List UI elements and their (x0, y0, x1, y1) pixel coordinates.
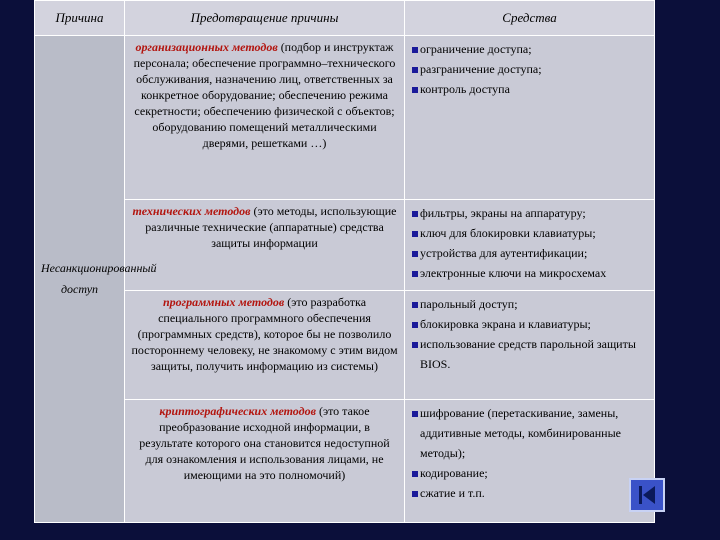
skip-to-start-icon (636, 484, 658, 506)
means-cell (405, 200, 655, 291)
list-item: сжатие и т.п. (411, 483, 648, 503)
list-item: разграничение доступа; (411, 59, 648, 79)
means-list (411, 203, 648, 283)
header-prevention: Предотвращение причины (125, 1, 405, 36)
list-item: фильтры, экраны на аппаратуру; (411, 203, 648, 223)
prevention-cell (125, 291, 405, 400)
means-list (411, 403, 648, 503)
table-row (35, 36, 655, 200)
means-cell (405, 291, 655, 400)
list-item: шифрование (перетаскивание, замены, аддитивные методы, комбинированные методы); (411, 403, 648, 463)
causes-table (34, 0, 655, 523)
means-list (411, 294, 648, 374)
list-item: контроль доступа (411, 79, 648, 99)
table-row (35, 399, 655, 522)
method-name: организационных методов (135, 40, 278, 55)
list-item: парольный доступ; (411, 294, 648, 314)
method-description: (это такое преобразование исходной информации, в результате которого она становится недоступной для ознакомления и использования лицами, не имеющими на это полномочий) (139, 403, 390, 482)
list-item: блокировка экрана и клавиатуры; (411, 314, 648, 334)
table-row (35, 291, 655, 400)
list-item: электронные ключи на микросхемах (411, 263, 648, 283)
means-list (411, 39, 648, 99)
list-item: ключ для блокировки клавиатуры; (411, 223, 648, 243)
means-cell (405, 36, 655, 200)
method-description: (это методы, использующие различные технические (аппаратные) средства защиты информации (145, 204, 397, 251)
method-description: (подбор и инструктаж персонала; обеспечение программно–технического обслуживания, назначению лиц, ответственных за конкретное оборудование; обеспечению режима секретности; обеспечению физической с объектов; оборудованию помещений металлическими дверями, решетками …) (133, 40, 396, 151)
table-header-row (35, 1, 655, 36)
method-name: технических методов (132, 204, 251, 219)
prevention-cell (125, 200, 405, 291)
first-slide-button[interactable] (629, 478, 665, 512)
list-item: кодирование; (411, 463, 648, 483)
cause-label: Несанкционированный доступ (41, 261, 157, 297)
list-item: ограничение доступа; (411, 39, 648, 59)
means-cell (405, 399, 655, 522)
header-cause: Причина (35, 1, 125, 36)
method-name: программных методов (162, 295, 285, 310)
prevention-cell (125, 399, 405, 522)
method-description: (это разработка специального программного обеспечения (программных средств), которое бы не позволило постороннему человеку, не знакомому с этим видом защиты, получить информацию из системы) (131, 295, 398, 374)
list-item: использование средств парольной защиты BIOS. (411, 334, 648, 374)
method-name: криптографических методов (159, 403, 316, 418)
header-means: Средства (405, 1, 655, 36)
prevention-cell (125, 36, 405, 200)
list-item: устройства для аутентификации; (411, 243, 648, 263)
cause-cell (35, 36, 157, 523)
